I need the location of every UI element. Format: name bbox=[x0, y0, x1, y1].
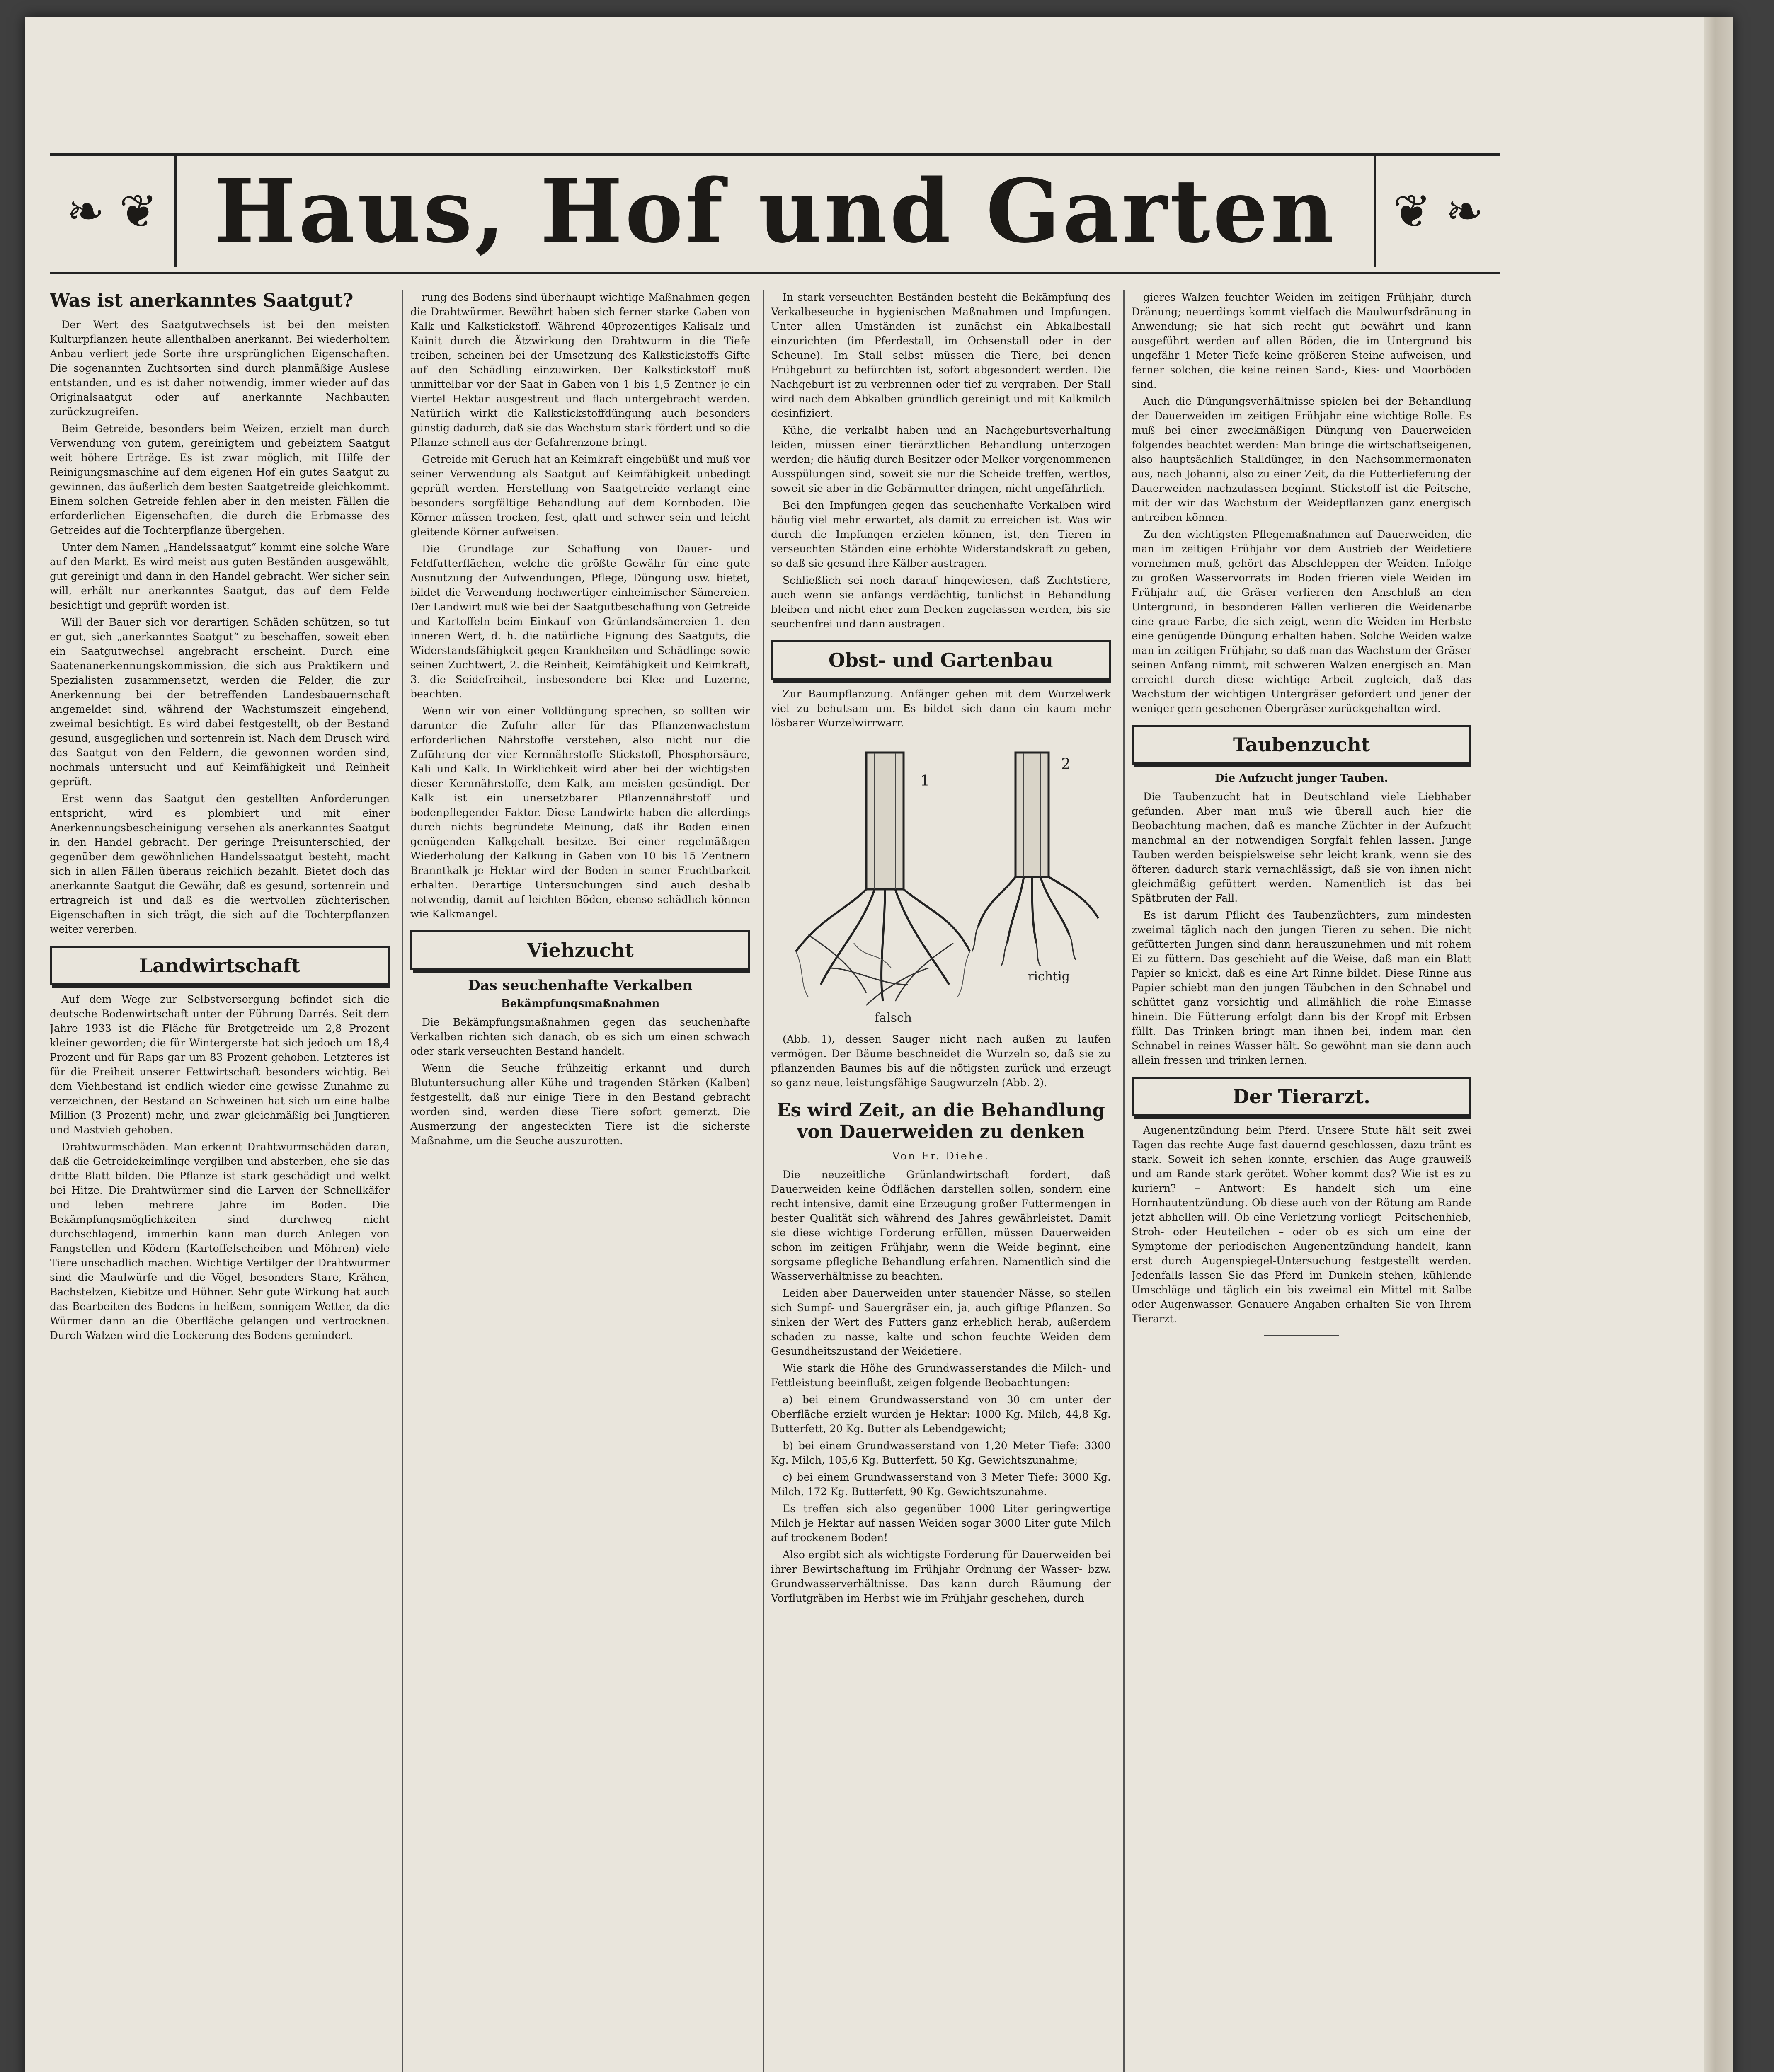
column-divider bbox=[763, 290, 764, 2072]
column-divider bbox=[402, 290, 403, 2072]
paragraph: Es treffen sich also gegenüber 1000 Liter geringwertige Milch je Hektar auf nassen Weiden sogar 3000 Liter gute Milch auf trockenem Boden! bbox=[771, 1503, 1111, 1544]
column-1 bbox=[50, 290, 390, 2072]
paragraph: a) bei einem Grundwasserstand von 30 cm unter der Oberfläche erzielt wurden je Hektar: 1000 Kg. Milch, 44,8 Kg. Butterfett, 20 Kg. Butter als Lebendgewicht; bbox=[771, 1394, 1111, 1435]
paragraph: Zur Baumpflanzung. Anfänger gehen mit dem Wurzelwerk viel zu behutsam um. Es bildet sich dann ein kaum mehr lösbarer Wurzelwirrwarr. bbox=[771, 688, 1111, 729]
section-head-landwirtschaft: Landwirtschaft bbox=[50, 946, 390, 985]
paragraph: Wie stark die Höhe des Grundwasserstandes die Milch- und Fettleistung beeinflußt, zeigen folgende Beobachtungen: bbox=[771, 1362, 1111, 1389]
paragraph: Auch die Düngungsverhältnisse spielen bei der Behandlung der Dauerweiden im zeitigen Frühjahr eine wichtige Rolle. Es muß bei einer zweckmäßigen Düngung von Dauerweiden folgendes beachtet werden: Man bringe die wirtschaftseigenen, also hauptsächlich Stalldünger, in den Nachsommermonaten aus, nach Johanni, also zu einer Zeit, da die Futterlieferung der Dauerweiden nachzulassen beginnt. Stickstoff ist die Peitsche, mit der wir das Wachstum der Weidepflanzen ganz energisch antreiben können. bbox=[1132, 395, 1471, 523]
column-2 bbox=[410, 290, 750, 2072]
figure-caption: (Abb. 1), dessen Sauger nicht nach außen zu laufen vermögen. Der Bäume beschneidet die Wurzeln so, daß sie zu pflanzenden Baumes bis auf die nötigsten zurück und erzeugt so ganz neue, leistungsfähige Saugwurzeln (Abb. 2). bbox=[771, 1033, 1111, 1089]
paragraph: Wenn die Seuche frühzeitig erkannt und durch Blutuntersuchung aller Kühe und tragenden Stärken (Kalben) festgestellt, daß nur einige Tiere in den Bestand gebracht worden sind, werden diese Tiere sofort gemerzt. Die Ausmerzung der angesteckten Tiere ist die sicherste Maßnahme, um die Seuche auszurotten. bbox=[410, 1062, 750, 1147]
column-4 bbox=[1132, 290, 1471, 2072]
root-illustration bbox=[771, 736, 1111, 1026]
paragraph: Auf dem Wege zur Selbstversorgung befindet sich die deutsche Bodenwirtschaft unter der Führung Darrés. Seit dem Jahre 1933 ist die Fläche für Brotgetreide um 2,8 Prozent kleiner geworden; die für Wintergerste hat sich jedoch um 18,4 Prozent und für Raps gar um 83 Prozent gehoben. Letzteres ist für die Freiheit unserer Fettwirtschaft besonders wichtig. Bei dem Viehbestand ist endlich wieder eine gewisse Zunahme zu verzeichnen, der Bestand an Schweinen hat sich um eine halbe Million (3 Prozent) mehr, und zwar gleichmäßig bei Jungtieren und Mastvieh gehoben. bbox=[50, 993, 390, 1136]
paragraph: b) bei einem Grundwasserstand von 1,20 Meter Tiefe: 3300 Kg. Milch, 105,6 Kg. Butterfett, 50 Kg. Gewichtszunahme; bbox=[771, 1440, 1111, 1466]
column-3 bbox=[771, 290, 1111, 2072]
end-rule bbox=[1264, 1335, 1339, 1336]
article-subhead: Die Aufzucht junger Tauben. bbox=[1215, 772, 1388, 784]
paragraph: Beim Getreide, besonders beim Weizen, erzielt man durch Verwendung von gutem, gereinigtem und gebeiztem Saatgut weit höhere Erträge. Es ist zwar möglich, mit Hilfe der Reinigungsmaschine auf dem eigenen Hof ein gutes Saatgut zu gewinnen, das äußerlich dem besten Saatgetreide gleichkommt. Einem solchen Getreide fehlen aber in den meisten Fällen die erforderlichen Eigenschaften, die durch die Erbmasse des Getreides auf die Tochterpflanze übergehen. bbox=[50, 423, 390, 536]
newspaper-page bbox=[25, 17, 1733, 2072]
paragraph: gieres Walzen feuchter Weiden im zeitigen Frühjahr, durch Dränung; neuerdings kommt vielfach die Maulwurfsdränung in Anwendung; sie hat sich recht gut bewährt und kann ausgeführt werden auf allen Böden, die im Untergrund bis ungefähr 1 Meter Tiefe keine größeren Steine aufweisen, und ferner solchen, die keine reinen Sand-, Kies- und Moorböden sind. bbox=[1132, 291, 1471, 390]
paragraph: Die Bekämpfungsmaßnahmen gegen das seuchenhafte Verkalben richten sich danach, ob es sich um einen schwach oder stark verseuchten Bestand handelt. bbox=[410, 1016, 750, 1057]
paragraph: Schließlich sei noch darauf hingewiesen, daß Zuchtstiere, auch wenn sie anfangs verdächtig, tunlichst in Behandlung bleiben und nicht eher zum Decken zugelassen werden, bis sie seuchenfrei und dann austragen. bbox=[771, 574, 1111, 630]
article-headline-dauerweiden: Es wird Zeit, an die Behandlung von Dauerweiden zu denken bbox=[777, 1100, 1105, 1143]
paragraph: Bei den Impfungen gegen das seuchenhafte Verkalben wird häufig viel mehr erwartet, als damit zu erreichen ist. Was wir durch die Impfungen erzielen können, ist, den Tieren in verseuchten Ständen eine erhöhte Widerstandskraft zu geben, so daß sie gesund ihre Kälber austragen. bbox=[771, 499, 1111, 569]
paragraph: Die neuzeitliche Grünlandwirtschaft fordert, daß Dauerweiden keine Ödflächen darstellen sollen, sondern eine recht intensive, damit eine Erzeugung großer Futtermengen in bester Qualität sich während des Jahres gewährleistet. Damit sie diese wichtige Forderung erfüllen, müssen Dauerweiden schon im zeitigen Frühjahr, wenn die Weide beginnt, eine sorgsame pflegliche Behandlung erfahren. Namentlich sind die Wasserverhältnisse zu beachten. bbox=[771, 1169, 1111, 1282]
paragraph: Die Taubenzucht hat in Deutschland viele Liebhaber gefunden. Aber man muß wie überall auch hier die Beobachtung machen, daß es manche Züchter in der Aufzucht manchmal an der notwendigen Sorgfalt fehlen lassen. Junge Tauben werden beispielsweise sehr leicht krank, wenn sie des öfteren dadurch stark vernachlässigt, daß sie von ihnen nicht gleichmäßig gefüttert werden. Namentlich ist das bei Spätbruten der Fall. bbox=[1132, 791, 1471, 904]
ornament-right-icon: ❦ ❧ bbox=[1374, 156, 1500, 267]
article-headline-saatgut: Was ist anerkanntes Saatgut? bbox=[50, 290, 354, 311]
paragraph: Drahtwurmschäden. Man erkennt Drahtwurmschäden daran, daß die Getreidekeimlinge vergilben und absterben, ehe sie das dritte Blatt bilden. Die Pflanze ist stark geschädigt und welkt bei Hitze. Die Drahtwürmer sind die Larven der Schnellkäfer und leben mehrere Jahre im Boden. Die Bekämpfungsmöglichkeiten sind durchweg nicht durchschlagend, immerhin kann man durch Anlegen von Fangstellen und Ködern (Kartoffelscheiben und Möhren) viele Tiere unschädlich machen. Wichtige Vertilger der Drahtwürmer sind die Maulwürfe und die Vögel, besonders Stare, Krähen, Bachstelzen, Kiebitze und Hühner. Sehr gute Wirkung hat auch das Bearbeiten des Bodens in heißem, sonnigem Wetter, da die Würmer dann an die Oberfläche gelangen und vertrocknen. Durch Walzen wird die Lockerung des Bodens gemindert. bbox=[50, 1141, 390, 1341]
column-divider bbox=[1123, 290, 1125, 2072]
figure-caption-falsch: falsch bbox=[875, 1011, 912, 1025]
section-head-viehzucht: Viehzucht bbox=[410, 930, 750, 970]
article-author: Von Fr. Diehe. bbox=[892, 1150, 990, 1162]
article-subhead: Bekämpfungsmaßnahmen bbox=[501, 997, 660, 1010]
paragraph: c) bei einem Grundwasserstand von 3 Meter Tiefe: 3000 Kg. Milch, 172 Kg. Butterfett, 90 Kg. Gewichtszunahme. bbox=[771, 1471, 1111, 1498]
paragraph: Wenn wir von einer Volldüngung sprechen, so sollten wir darunter die Zufuhr aller für das Pflanzenwachstum erforderlichen Nährstoffe verstehen, also nicht nur die Zuführung der vier Kernnährstoffe Stickstoff, Phosphorsäure, Kali und Kalk. In Wirklichkeit wird aber bei der wichtigsten dieser Kernnährstoffe, dem Kalk, am meisten gesündigt. Der Kalk ist ein unersetzbarer Pflanzennährstoff und bodenpflegender Faktor. Diese Landwirte haben die allerdings durch nichts begründete Meinung, daß ihr Boden einen genügenden Kalkgehalt besitze. Bei einer regelmäßigen Wiederholung der Kalkung in Gaben von 10 bis 15 Zentnern Branntkalk je Hektar wird der Boden in seiner Fruchtbarkeit erhalten. Derartige Untersuchungen sind auch deshalb notwendig, damit auf leichten Böden, ebenso schädlich können wie Kalkmangel. bbox=[410, 705, 750, 920]
paragraph: Es ist darum Pflicht des Taubenzüchters, zum mindesten zweimal täglich nach den jungen Tieren zu sehen. Die nicht gefütterten Jungen sind dann herauszunehmen und mit rohem Ei zu füttern. Das geschieht auf die Weise, daß man ein Blatt Papier so knickt, daß es eine Art Rinne bildet. Diese Rinne aus Papier schiebt man den jungen Täubchen in den Schnabel und schüttet ganz vorsichtig und allmählich die rohe Eimasse hinein. Die Fütterung erfolgt dann bis der Kropf mit Erbsen füllt. Das Trinken bringt man ihnen bei, indem man den Schnabel in reines Wasser hält. So gewöhnt man sie dann auch allein fressen und trinken lernen. bbox=[1132, 909, 1471, 1066]
paragraph: Leiden aber Dauerweiden unter stauender Nässe, so stellen sich Sumpf- und Sauergräser ein, ja, auch giftige Pflanzen. So sinken der Wert des Futters ganz erheblich herab, außerdem schaden zu nasse, kalte und schon feuchte Weiden dem Gesundheitszustand der Weidetiere. bbox=[771, 1287, 1111, 1357]
page-title: Haus, Hof und Garten bbox=[213, 160, 1337, 262]
paragraph: Getreide mit Geruch hat an Keimkraft eingebüßt und muß vor seiner Verwendung als Saatgut auf Keimfähigkeit unbedingt geprüft werden. Herstellung von Saatgetreide verlangt eine besonders sorgfältige Behandlung auf dem Kornboden. Die Körner müssen trocken, fest, glatt und schwer sein und leicht gleitende Körner aufweisen. bbox=[410, 453, 750, 538]
paragraph: Augenentzündung beim Pferd. Unsere Stute hält seit zwei Tagen das rechte Auge fast dauernd geschlossen, dazu tränt es stark. Soweit ich sehen konnte, erschien das Auge grauweiß und am Rande stark gerötet. Woher kommt das? Wie ist es zu kuriern? – Antwort: Es handelt sich um eine Hornhautentzündung. Ob diese auch von der Rötung am Rande jetzt abhellen will. Ob eine Verletzung vorliegt – Peitschenhieb, Stroh- oder Heuteilchen – oder ob es sich um eine der Symptome der periodischen Augenentzündung handelt, kann erst durch Augenspiegel-Untersuchung festgestellt werden. Jedenfalls lassen Sie das Pferd im Dunkeln stehen, kühlende Umschläge und täglich ein bis zweimal ein Mittel mit Salbe oder Augenwasser. Genauere Angaben erhalten Sie von Ihrem Tierarzt. bbox=[1132, 1124, 1471, 1325]
paragraph: Die Grundlage zur Schaffung von Dauer- und Feldfutterflächen, welche die größte Gewähr für eine gute Ausnutzung der Aufwendungen, Pflege, Düngung usw. bietet, bildet die Verwendung hochwertiger einheimischer Sämereien. Der Landwirt muß wie bei der Saatgutbeschaffung von Getreide und Kartoffeln beim Einkauf von Grünlandsämereien 1. den inneren Wert, d. h. die natürliche Eignung des Saatguts, die Widerstandsfähigkeit gegen Krankheiten und Schädlinge sowie seinen Zuchtwert, 2. die Reinheit, Keimfähigkeit und Keimkraft, 3. die Seidefreiheit, insbesondere bei Klee und Luzerne, beachten. bbox=[410, 543, 750, 700]
paragraph: Erst wenn das Saatgut den gestellten Anforderungen entspricht, wird es plombiert und mit einer Anerkennungsbescheinigung versehen als anerkanntes Saatgut in den Handel gebracht. Der geringe Preisunterschied, der gegenüber dem gewöhnlichen Handelssaatgut besteht, macht sich in allen Fällen überaus reichlich bezahlt. Bietet doch das anerkannte Saatgut die Gewähr, daß es gesund, sortenrein und ertragreich ist und daß es die wertvollen züchterischen Eigenschaften in sich trägt, die sich auf die Tochterpflanzen weiter vererben. bbox=[50, 793, 390, 935]
paragraph: Der Wert des Saatgutwechsels ist bei den meisten Kulturpflanzen heute allenthalben anerkannt. Bei wiederholtem Anbau verliert jede Sorte ihre ursprünglichen Eigenschaften. Die sogenannten Zuchtsorten sind durch planmäßige Auslese entstanden, und es ist daher notwendig, immer wieder auf das Originalsaatgut oder auf anerkannte Nachbauten zurückzugreifen. bbox=[50, 319, 390, 418]
section-head-tierarzt: Der Tierarzt. bbox=[1132, 1077, 1471, 1116]
article-headline-verkalben: Das seuchenhafte Verkalben bbox=[468, 977, 693, 994]
figure-caption-richtig: richtig bbox=[1028, 969, 1070, 984]
figure-label-2: 2 bbox=[1061, 756, 1071, 773]
paragraph: In stark verseuchten Beständen besteht die Bekämpfung des Verkalbeseuche in hygienischen Maßnahmen und Impfungen. Unter allen Umständen ist zunächst ein Abkalbestall einzurichten (im Pferdestall, im Ochsenstall oder in der Scheune). Im Stall selbst müssen die Tiere, bei denen Frühgeburt zu befürchten ist, sofort abgesondert werden. Die Nachgeburt ist zu verbrennen oder tief zu vergraben. Der Stall wird nach dem Abkalben gründlich gereinigt und mit Kalkmilch desinfiziert. bbox=[771, 291, 1111, 419]
paragraph: Will der Bauer sich vor derartigen Schäden schützen, so tut er gut, sich „anerkanntes Saatgut“ zu beschaffen, soweit eben ein Saatgutwechsel angebracht erscheint. Durch eine Saatenanerkennungskommission, die sich aus Praktikern und Spezialisten zusammensetzt, werden die Felder, die zur Anerkennung bei der betreffenden Landesbauernschaft angemeldet sind, während der Wachstumszeit eingehend, zweimal besichtigt. Es wird dabei festgestellt, ob der Bestand gesund, ausgeglichen und sortenrein ist. Nach dem Drusch wird das Saatgut von den Feldern, die gewonnen worden sind, nochmals untersucht und auf Keimfähigkeit und Reinheit geprüft. bbox=[50, 616, 390, 788]
paragraph: Zu den wichtigsten Pflegemaßnahmen auf Dauerweiden, die man im zeitigen Frühjahr vor dem Austrieb der Weidetiere vornehmen muß, gehört das Abschleppen der Weiden. Infolge zu großen Wasservorrats im Boden frieren viele Weiden im Frühjahr auf, die Gräser verlieren den Anschluß an den Untergrund, in besonderen Fällen verlieren die Weidenarbe eine graue Farbe, die sich zeigt, wenn die Weiden im Herbste eine genügende Düngung erhalten haben. Solche Weiden walze man im zeitigen Frühjahr, so daß man das Wachstum der Gräser seinen Anfang nimmt, mit schweren Walzen energisch an. Man erreicht durch diese wichtige Arbeit zugleich, daß das Wachstum der wichtigen Untergräser gefördert und jener der weniger gern gesehenen Obergräser zurückgehalten wird. bbox=[1132, 528, 1471, 714]
paragraph: Unter dem Namen „Handelssaatgut“ kommt eine solche Ware auf den Markt. Es wird meist aus guten Beständen ausgewählt, gut gereinigt und dann in den Handel gebracht. Wer sicher sein will, erhält nur anerkanntes Saatgut, das auf dem Felde besichtigt und geprüft worden ist. bbox=[50, 541, 390, 611]
masthead bbox=[50, 153, 1500, 274]
figure-label-1: 1 bbox=[920, 772, 930, 789]
page-edge bbox=[1704, 17, 1733, 2072]
section-head-taubenzucht: Taubenzucht bbox=[1132, 725, 1471, 765]
paragraph: rung des Bodens sind überhaupt wichtige Maßnahmen gegen die Drahtwürmer. Bewährt haben sich ferner starke Gaben von Kalk und Kalkstickstoff. Während 40prozentiges Kalisalz und Kainit durch die Ätzwirkung den Drahtwurm in die Tiefe treiben, scheinen bei der Umsetzung des Kalkstickstoffs Gifte auf den Schädling einzuwirken. Der Kalkstickstoff muß unmittelbar vor der Saat in Gaben von 1 bis 1,5 Zentner je ein Viertel Hektar ausgestreut und flach untergebracht werden. Natürlich wirkt die Kalkstickstoffdüngung auch besonders günstig dadurch, daß sie das Wachstum stark fördert und so die Pflanze schnell aus der Gefahrenzone bringt. bbox=[410, 291, 750, 448]
paragraph: Kühe, die verkalbt haben und an Nachgeburtsverhaltung leiden, müssen einer tierärztlichen Behandlung unterzogen werden; die häufig durch Besitzer oder Melker vorgenommenen Ausspülungen sind, soweit sie nur die Scheide treffen, wertlos, soweit sie aber in die Gebärmutter dringen, nicht ungefährlich. bbox=[771, 424, 1111, 494]
paragraph: Also ergibt sich als wichtigste Forderung für Dauerweiden bei ihrer Bewirtschaftung im Frühjahr Ordnung der Wasser- bzw. Grundwasserverhältnisse. Das kann durch Räumung der Vorflutgräben im Herbst wie im Frühjahr geschehen, durch bbox=[771, 1549, 1111, 1604]
ornament-left-icon: ❧ ❦ bbox=[50, 156, 177, 267]
section-head-obstbau: Obst- und Gartenbau bbox=[771, 640, 1111, 680]
tree-roots-icon bbox=[771, 736, 1111, 1026]
